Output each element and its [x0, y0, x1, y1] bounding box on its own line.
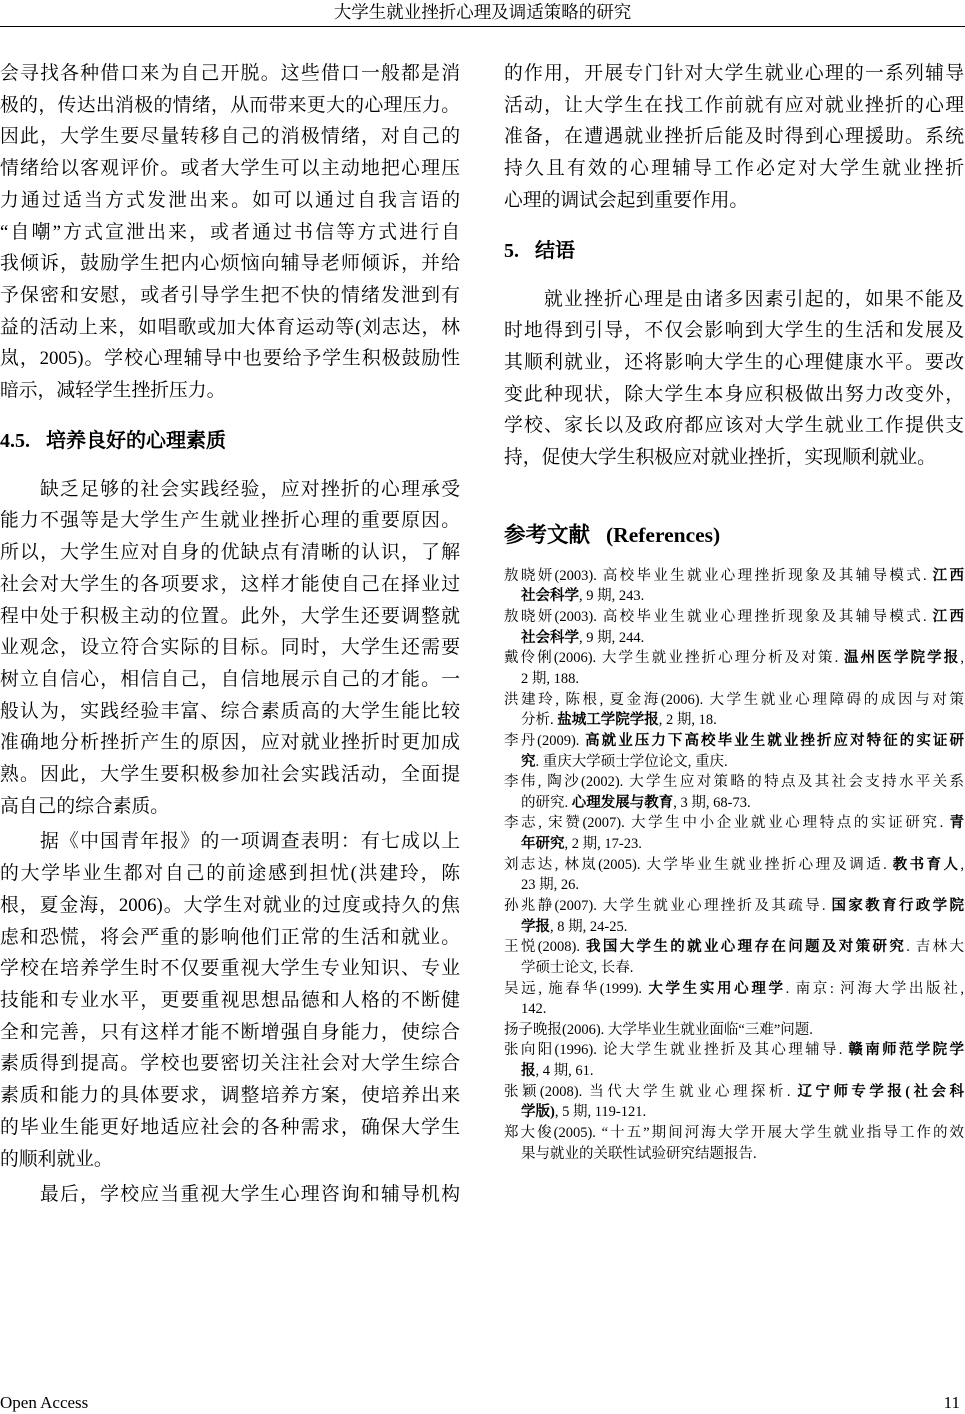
- paragraph-line: 虑和恐慌，将会严重的影响他们正常的生活和就业。: [0, 926, 460, 948]
- paragraph-line: 素质得到提高。学校也要密切关注社会对大学生综合: [0, 1053, 460, 1075]
- reference-text: , 8 期, 24-25.: [550, 918, 628, 935]
- reference-bold-text: 江西: [932, 609, 965, 626]
- paragraph-line: 学校在培养学生时不仅要重视大学生专业知识、专业: [0, 958, 460, 980]
- section-number: 5.: [504, 239, 519, 262]
- reference-text: 学硕士论文, 长春.: [521, 959, 634, 976]
- section-heading: [504, 235, 964, 267]
- paragraph-line: 缺乏足够的社会实践经验，应对挫折的心理承受: [40, 478, 460, 500]
- reference-item: [504, 979, 964, 1020]
- footer-journal: Open Access: [0, 1393, 89, 1412]
- right-column: [504, 58, 964, 1164]
- reference-item: [504, 1123, 964, 1164]
- paragraph-line: 素质和能力的具体要求，调整培养方案，使培养出来: [0, 1085, 460, 1107]
- reference-text: 扬子晚报(2006). 大学毕业生就业面临“三难”问题.: [504, 1021, 813, 1038]
- paragraph: [504, 284, 964, 474]
- paragraph-line: 根，夏金海，2006)。大学生对就业的过度或持久的焦: [0, 894, 460, 916]
- reference-line: [504, 793, 964, 814]
- paragraph-line: 就业挫折心理是由诸多因素引起的，如果不能及: [544, 288, 964, 310]
- paragraph-line: 能力不强等是大学生产生就业挫折心理的重要原因。: [0, 510, 460, 532]
- reference-line: [504, 1040, 964, 1061]
- reference-text: 张颖(2008). 当代大学生就业心理探析.: [504, 1083, 798, 1100]
- reference-text: 142.: [521, 1001, 547, 1018]
- paragraph-line: 极的，传达出消极的情绪，从而带来更大的心理压力。: [0, 94, 460, 116]
- reference-list: [504, 566, 964, 1165]
- references-title: 参考文献: [504, 522, 591, 547]
- reference-line: [504, 1123, 964, 1144]
- reference-line: [504, 1061, 964, 1082]
- reference-line: [504, 607, 964, 628]
- reference-line: [504, 1082, 964, 1103]
- reference-text: . 重庆大学硕士学位论文, 重庆.: [535, 753, 728, 770]
- paragraph-line: 据《中国青年报》的一项调查表明：有七成以上: [40, 831, 460, 853]
- reference-item: [504, 566, 964, 607]
- reference-item: [504, 937, 964, 978]
- paragraph-line: 树立自信心，相信自己，自信地展示自己的才能。一: [0, 668, 460, 690]
- reference-line: [504, 875, 964, 896]
- reference-text: 戴伶俐(2006). 大学生就业挫折心理分析及对策.: [504, 650, 845, 667]
- paragraph: [0, 58, 460, 407]
- paragraph-line: 最后，学校应当重视大学生心理咨询和辅导机构: [40, 1184, 460, 1206]
- paragraph-line: 全和完善，只有这样才能不断增强自身能力，使综合: [0, 1021, 460, 1043]
- paragraph-line: 我倾诉，鼓励学生把内心烦恼向辅导老师倾诉，并给: [0, 253, 460, 275]
- reference-line: [504, 896, 964, 917]
- paragraph: [0, 474, 460, 823]
- paragraph-line: 益的活动上来，如唱歌或加大体育运动等(刘志达，林: [0, 316, 460, 338]
- reference-line: [504, 958, 964, 979]
- paragraph-line: 的作用，开展专门针对大学生就业心理的一系列辅导: [504, 63, 964, 84]
- reference-line: [504, 586, 964, 607]
- reference-line: [504, 710, 964, 731]
- paragraph-line: 的毕业生能更好地适应社会的各种需求，确保大学生: [0, 1116, 460, 1138]
- reference-line: [504, 1102, 964, 1123]
- reference-text: , 4 期, 61.: [535, 1063, 594, 1080]
- reference-bold-text: 江西: [932, 567, 965, 584]
- paragraph-line: 力通过适当方式发泄出来。如可以通过自我言语的: [0, 189, 460, 211]
- reference-bold-text: 辽宁师专学报(社会科: [797, 1083, 965, 1100]
- reference-text: ,: [960, 856, 965, 873]
- reference-bold-text: 国家教育行政学院: [831, 897, 965, 914]
- reference-line: [504, 917, 964, 938]
- reference-bold-text: 学报: [521, 918, 550, 935]
- reference-line: [504, 855, 964, 876]
- reference-text: , 9 期, 244.: [579, 629, 645, 646]
- paragraph-line: 暗示，减轻学生挫折压力。: [0, 380, 226, 402]
- header-rule: [0, 26, 965, 27]
- paragraph-line: 社会对大学生的各项要求，这样才能使自己在择业过: [0, 573, 460, 595]
- reference-line: [504, 752, 964, 773]
- running-header: 大学生就业挫折心理及调适策略的研究: [333, 2, 632, 22]
- reference-text: 王悦(2008).: [504, 939, 586, 956]
- paragraph-line: 高自己的综合素质。: [0, 795, 170, 817]
- reference-text: , 2 期, 17-23.: [564, 836, 642, 853]
- reference-bold-text: 学版): [521, 1104, 555, 1121]
- paragraph-line: 情绪给以客观评价。或者大学生可以主动地把心理压: [0, 158, 460, 180]
- paragraph-line: 准确地分析挫折产生的原因，应对就业挫折时更加成: [0, 732, 460, 754]
- reference-bold-text: 社会科学: [521, 588, 579, 605]
- reference-line: [504, 834, 964, 855]
- paragraph-line: 程中处于积极主动的位置。此外，大学生还要调整就: [0, 605, 460, 627]
- references-title-en: (References): [606, 522, 721, 547]
- left-column: [0, 58, 460, 1211]
- reference-text: , 5 期, 119-121.: [554, 1104, 647, 1121]
- paragraph: [0, 1179, 460, 1211]
- paragraph-line: 因此，大学生要尽量转移自己的消极情绪，对自己的: [0, 126, 460, 148]
- reference-bold-text: 我国大学生的就业心理存在问题及对策研究: [585, 939, 907, 956]
- reference-text: 刘志达, 林岚(2005). 大学毕业生就业挫折心理及调适.: [504, 856, 893, 873]
- reference-text: 张向阳(1996). 论大学生就业挫折及其心理辅导.: [504, 1042, 849, 1059]
- paragraph-line: 技能和专业水平，更要重视思想品德和人格的不断健: [0, 989, 460, 1011]
- reference-item: [504, 1040, 964, 1081]
- reference-line: [504, 690, 964, 711]
- reference-text: ,: [960, 650, 965, 667]
- references-heading: [504, 519, 964, 551]
- reference-text: , 2 期, 18.: [658, 712, 717, 729]
- reference-bold-text: 究: [521, 753, 536, 770]
- section-heading: [0, 425, 460, 457]
- paragraph-line: 熟。因此，大学生要积极参加社会实践活动，全面提: [0, 764, 460, 786]
- reference-bold-text: 高就业压力下高校毕业生就业挫折应对特征的实证研: [585, 732, 964, 749]
- reference-text: . 吉林大: [906, 939, 964, 956]
- reference-text: 的研究.: [521, 794, 572, 811]
- reference-bold-text: 盐城工学院学报: [557, 712, 659, 729]
- reference-text: 吴远, 施春华(1999).: [504, 980, 649, 997]
- paragraph-line: 予保密和安慰，或者引导学生把不快的情绪发泄到有: [0, 284, 460, 306]
- reference-line: [504, 937, 964, 958]
- section-title: 培养良好的心理素质: [46, 429, 226, 452]
- reference-bold-text: 温州医学院学报: [844, 650, 961, 667]
- reference-bold-text: 赣南师范学院学: [848, 1042, 965, 1059]
- paragraph-line: 学校、家长以及政府都应该对大学生就业工作提供支: [504, 415, 964, 437]
- reference-item: [504, 813, 964, 854]
- reference-text: 洪建玲, 陈根, 夏金海(2006). 大学生就业心理障碍的成因与对策: [504, 691, 964, 708]
- paragraph-line: 心理的调试会起到重要作用。: [504, 189, 749, 211]
- reference-bold-text: 大学生实用心理学: [648, 980, 786, 997]
- paragraph: [0, 826, 460, 1175]
- paragraph-line: 所以，大学生应对自身的优缺点有清晰的认识，了解: [0, 542, 460, 564]
- reference-line: [504, 1144, 964, 1165]
- reference-line: [504, 1020, 964, 1041]
- reference-text: 孙兆静(2007). 大学生就业心理挫折及其疏导.: [504, 897, 832, 914]
- reference-text: 李伟, 陶沙(2002). 大学生应对策略的特点及其社会支持水平关系: [504, 774, 964, 791]
- reference-text: 郑大俊(2005). “十五”期间河海大学开展大学生就业指导工作的效: [504, 1125, 964, 1142]
- paragraph-line: “自嘲”方式宣泄出来，或者通过书信等方式进行自: [0, 221, 460, 243]
- reference-item: [504, 1082, 964, 1123]
- paragraph-line: 准备，在遭遇就业挫折后能及时得到心理援助。系统: [504, 126, 964, 148]
- paragraph-line: 时地得到引导，不仅会影响到大学生的生活和发展及: [504, 320, 964, 342]
- paragraph-line: 持久且有效的心理辅导工作必定对大学生就业挫折: [504, 158, 964, 180]
- page-number: 11: [943, 1393, 960, 1412]
- paragraph: [504, 58, 964, 217]
- reference-bold-text: 心理发展与教育: [571, 794, 674, 811]
- reference-item: [504, 690, 964, 731]
- reference-line: [504, 628, 964, 649]
- paragraph-line: 持，促使大学生积极应对就业挫折，实现顺利就业。: [504, 447, 936, 469]
- section-number: 4.5.: [0, 429, 30, 452]
- paragraph-line: 的顺利就业。: [0, 1148, 113, 1170]
- reference-line: [504, 813, 964, 834]
- reference-line: [504, 669, 964, 690]
- reference-text: 敖晓妍(2003). 高校毕业生就业心理挫折现象及其辅导模式.: [504, 609, 933, 626]
- reference-text: 分析.: [521, 712, 558, 729]
- paragraph-line: 活动，让大学生在找工作前就有应对就业挫折的心理: [504, 94, 964, 116]
- reference-item: [504, 772, 964, 813]
- reference-text: , 3 期, 68-73.: [673, 794, 751, 811]
- reference-item: [504, 896, 964, 937]
- reference-line: [504, 648, 964, 669]
- reference-item: [504, 607, 964, 648]
- reference-bold-text: 教书育人: [892, 856, 961, 873]
- reference-text: , 9 期, 243.: [579, 588, 645, 605]
- reference-line: [504, 772, 964, 793]
- reference-bold-text: 青: [949, 815, 964, 832]
- reference-line: [504, 731, 964, 752]
- paragraph-line: 变此种现状，除大学生本身应积极做出努力改变外，: [504, 383, 964, 405]
- reference-text: 23 期, 26.: [521, 877, 579, 894]
- reference-line: [504, 979, 964, 1000]
- paragraph-line: 的大学毕业生都对自己的前途感到担忧(洪建玲，陈: [0, 863, 460, 885]
- reference-text: 2 期, 188.: [521, 670, 579, 687]
- reference-line: [504, 999, 964, 1020]
- reference-item: [504, 855, 964, 896]
- reference-text: 敖晓妍(2003). 高校毕业生就业心理挫折现象及其辅导模式.: [504, 567, 933, 584]
- paragraph-line: 其顺利就业，还将影响大学生的心理健康水平。要改: [504, 351, 964, 373]
- paragraph-line: 业观念，设立符合实际的目标。同时，大学生还需要: [0, 637, 460, 659]
- reference-line: [504, 566, 964, 587]
- reference-text: 李丹(2009).: [504, 732, 586, 749]
- paragraph-line: 般认为，实践经验丰富、综合素质高的大学生能比较: [0, 700, 460, 722]
- paragraph-line: 岚，2005)。学校心理辅导中也要给予学生积极鼓励性: [0, 348, 460, 370]
- reference-item: [504, 1020, 964, 1041]
- reference-bold-text: 报: [521, 1063, 536, 1080]
- reference-bold-text: 年研究: [521, 836, 565, 853]
- reference-item: [504, 648, 964, 689]
- reference-text: 李志, 宋赞(2007). 大学生中小企业就业心理特点的实证研究.: [504, 815, 950, 832]
- section-title: 结语: [535, 239, 575, 262]
- paragraph-line: 会寻找各种借口来为自己开脱。这些借口一般都是消: [0, 63, 460, 84]
- reference-bold-text: 社会科学: [521, 629, 579, 646]
- reference-text: . 南京: 河海大学出版社,: [785, 980, 965, 997]
- reference-text: 果与就业的关联性试验研究结题报告.: [521, 1145, 757, 1162]
- reference-item: [504, 731, 964, 772]
